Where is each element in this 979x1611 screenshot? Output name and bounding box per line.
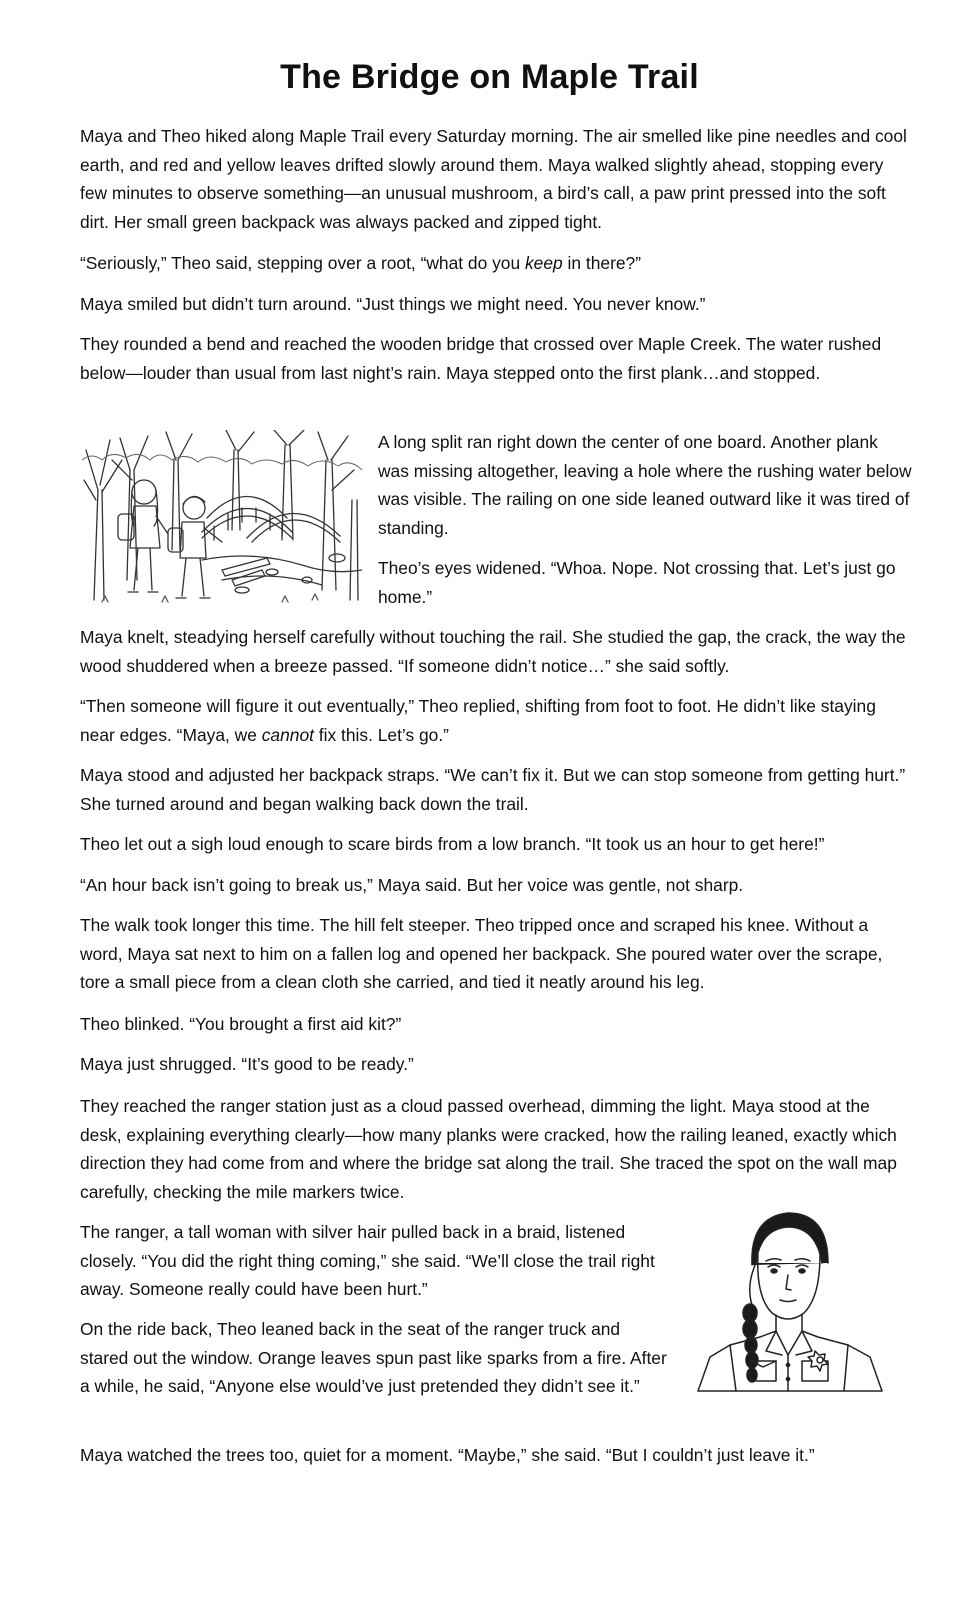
- ranger-portrait-illustration: [690, 1205, 890, 1395]
- paragraph-10: Theo let out a sigh loud enough to scare birds from a low branch. “It took us an hour to get here!”: [80, 834, 825, 854]
- paragraph-4: They rounded a bend and reached the wooden bridge that crossed over Maple Creek. The water rushed below—louder than usual from last night’s rain. Maya stepped onto the first plank…and stopped.: [80, 334, 882, 383]
- paragraph-2: “Seriously,” Theo said, stepping over a root, “what do you keep in there?”: [80, 253, 642, 273]
- paragraph-5: A long split ran right down the center of one board. Another plank was missing altogether, leaving a hole where the rushing water below was visible. The railing on one side leaned outward like it was tired of standing.: [378, 432, 912, 538]
- paragraph-13: Theo blinked. “You brought a first aid kit?”: [80, 1014, 402, 1034]
- kids-at-bridge-illustration: [82, 430, 362, 606]
- page-title: The Bridge on Maple Trail: [280, 58, 699, 96]
- paragraph-14: Maya just shrugged. “It’s good to be ready.”: [80, 1054, 414, 1074]
- paragraph-12: The walk took longer this time. The hill felt steeper. Theo tripped once and scraped his knee. Without a word, Maya sat next to him on a fallen log and opened her backpack. She poured water over the scrape, tore a small piece from a clean cloth she carried, and tied it neatly around his leg.: [80, 915, 883, 992]
- paragraph-1: Maya and Theo hiked along Maple Trail every Saturday morning. The air smelled like pine needles and cool earth, and red and yellow leaves drifted slowly around them. Maya walked slightly ahead, stopping every few minutes to observe something—an unusual mushroom, a bird’s call, a paw print pressed into the soft dirt. Her small green backpack was always packed and zipped tight.: [80, 126, 907, 232]
- paragraph-11: “An hour back isn’t going to break us,” Maya said. But her voice was gentle, not sharp.: [80, 875, 744, 895]
- paragraph-17: On the ride back, Theo leaned back in the seat of the ranger truck and stared out the window. Orange leaves spun past like sparks from a fire. After a while, he said, “Anyone else would’ve just pretended they didn’t see it.”: [80, 1319, 667, 1396]
- paragraph-3: Maya smiled but didn’t turn around. “Just things we might need. You never know.”: [80, 294, 706, 314]
- paragraph-18: Maya watched the trees too, quiet for a moment. “Maybe,” she said. “But I couldn’t just leave it.”: [80, 1445, 815, 1465]
- paragraph-9: Maya stood and adjusted her backpack straps. “We can’t fix it. But we can stop someone from getting hurt.” She turned around and began walking back down the trail.: [80, 765, 906, 814]
- paragraph-8: “Then someone will figure it out eventually,” Theo replied, shifting from foot to foot. He didn’t like staying near edges. “Maya, we cannot fix this. Let’s go.”: [80, 696, 876, 745]
- paragraph-6: Theo’s eyes widened. “Whoa. Nope. Not crossing that. Let’s just go home.”: [378, 558, 896, 607]
- paragraph-15: They reached the ranger station just as a cloud passed overhead, dimming the light. Maya stood at the desk, explaining everything clearly—how many planks were cracked, how the railing leaned, exactly which direction they had come from and where the bridge sat along the trail. She traced the spot on the wall map carefully, checking the mile markers twice.: [80, 1096, 897, 1202]
- paragraph-7: Maya knelt, steadying herself carefully without touching the rail. She studied the gap, the crack, the way the wood shuddered when a breeze passed. “If someone didn’t notice…” she said softly.: [80, 627, 906, 676]
- paragraph-16: The ranger, a tall woman with silver hair pulled back in a braid, listened closely. “You did the right thing coming,” she said. “We’ll close the trail right away. Someone really could have been hurt.”: [80, 1222, 655, 1299]
